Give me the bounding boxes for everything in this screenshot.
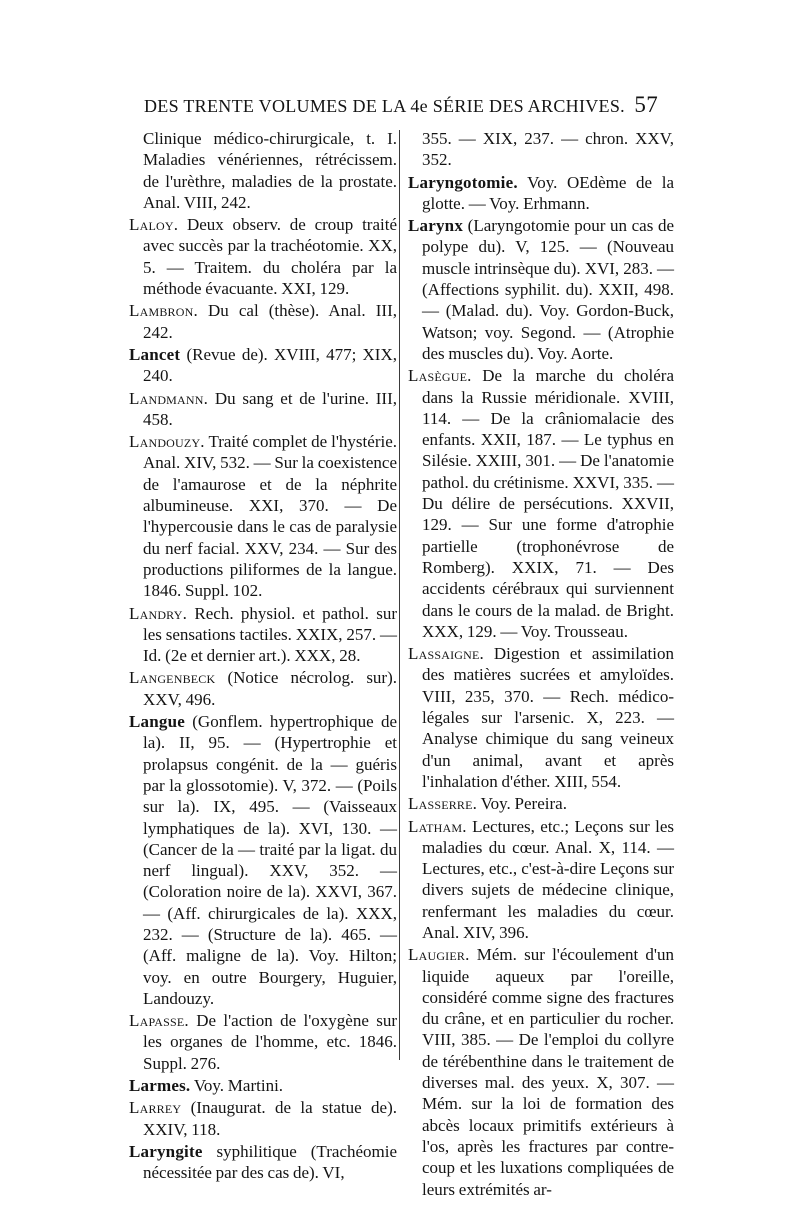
entry-text: Voy. Martini. [193, 1076, 284, 1096]
entry-headword: Larrey [129, 1098, 182, 1118]
index-entry [129, 1141, 397, 1184]
index-entry [129, 603, 397, 667]
entry-headword: Lasègue. [408, 366, 472, 386]
entry-headword: Langenbeck [129, 668, 216, 688]
entry-headword: Laryngotomie. [408, 172, 518, 192]
running-head-title: DES TRENTE VOLUMES DE LA 4e SÉRIE DES ARCHIVES. [144, 96, 625, 116]
index-entry [129, 128, 397, 213]
index-entry [408, 365, 674, 642]
index-entry [129, 214, 397, 299]
entry-text: Voy. OEdème de la glotte. — Voy. Erhmann. [422, 172, 674, 213]
index-entry [408, 816, 674, 944]
index-entry [408, 643, 674, 792]
entry-text: Du sang et de l'urine. III, 458. [143, 388, 398, 429]
entry-text: Du cal (thèse). Anal. III, 242. [143, 301, 397, 342]
entry-headword: Lancet [129, 344, 181, 364]
entry-text: Mém. sur l'écoulement d'un liquide aqueux par l'oreille, considéré comme signe des fractures du crâne, et en particulier du rocher. VIII, 385. — De l'emploi du collyre de térébenthine dans le traitement de diverses mal. des yeux. X, 307. — Mém. sur la loi de formation des abcès locaux primitifs extérieurs à l'os, après les fractures par contre-coup et les luxations compliquées de leurs extrémités ar- [422, 945, 674, 1199]
index-entry [129, 431, 397, 601]
entry-headword: Landry. [129, 603, 188, 623]
column-divider [399, 130, 400, 1060]
entry-headword: Laugier. [408, 945, 470, 965]
entry-headword: Lasserre. [408, 794, 478, 814]
index-entry [408, 128, 674, 171]
index-entry [129, 1010, 397, 1074]
entry-headword: Latham. [408, 816, 467, 836]
entry-text: (Gonflem. hypertrophique de la). II, 95. — (Hypertrophie et prolapsus congénit. de la — guéris par la glossotomie). V, 372. — (Poils sur la). IX, 495. — (Vaisseaux lymphatiques de la). XVI, 130. — (Cancer de la — traité par la ligat. du nerf lingual). XXV, 352. — (Coloration noire de la). XXVI, 367. — (Aff. chirurgicales de la). XXX, 232. — (Structure de la). 465. — (Aff. maligne de la). Voy. Hilton; voy. en outre Bourgery, Huguier, Landouzy. [143, 712, 397, 1008]
index-entry [408, 944, 674, 1200]
entry-text: 355. — XIX, 237. — chron. XXV, 352. [422, 129, 674, 170]
index-entry [408, 793, 674, 814]
entry-headword: Laloy. [129, 215, 179, 235]
index-entry [408, 215, 674, 364]
entry-text: De l'action de l'oxygène sur les organes de l'homme, etc. 1846. Suppl. 276. [143, 1011, 397, 1073]
entry-text: Lectures, etc.; Leçons sur les maladies du cœur. Anal. X, 114. — Lectures, etc., c'est-à-dire Leçons sur divers sujets de médecine clinique, renfermant les maladies du cœur. Anal. XIV, 396. [422, 816, 675, 942]
running-head [144, 92, 658, 124]
left-column [129, 128, 397, 1185]
entry-headword: Landouzy. [129, 432, 205, 452]
index-entry [129, 388, 397, 431]
entry-text: Deux observ. de croup traité avec succès par la trachéotomie. XX, 5. — Traitem. du choléra par la méthode évacuante. XXI, 129. [143, 215, 398, 299]
entry-text: De la marche du choléra dans la Russie méridionale. XVIII, 114. — De la crâniomalacie des enfants. XXII, 187. — Le typhus en Silésie. XXIII, 301. — De l'anatomie pathol. du crétinisme. XXVI, 335. — Du délire de persécutions. XXVII, 129. — Sur une forme d'atrophie partielle (trophonévrose de Romberg). XXIX, 71. — Des accidents cérébraux qui surviennent dans le cours de la malad. de Bright. XXX, 129. — Voy. Trousseau. [422, 366, 674, 641]
entry-text: Traité complet de l'hystérie. Anal. XIV, 532. — Sur la coexistence de l'amaurose et de la néphrite albumineuse. XXI, 370. — De l'hypercousie dans le cas de paralysie du nerf facial. XXV, 234. — Sur des productions piliformes de la langue. 1846. Suppl. 102. [143, 432, 397, 601]
entry-text: syphilitique (Trachéomie nécessitée par des cas de). VI, [143, 1141, 397, 1183]
index-entry [129, 667, 397, 710]
entry-headword: Lapasse. [129, 1011, 189, 1031]
index-entry [129, 1075, 397, 1096]
entry-text: (Inaugurat. de la statue de). XXIV, 118. [143, 1098, 397, 1139]
entry-text: (Laryngotomie pour un cas de polype du). V, 125. — (Nouveau muscle intrinsèque du). XVI, 283. — (Affections syphilit. du). XXII, 498. — (Malad. du). Voy. Gordon-Buck, Watson; voy. Segond. — (Atrophie des muscles du). Voy. Aorte. [422, 216, 675, 363]
right-column [408, 128, 674, 1201]
entry-text: Rech. physiol. et pathol. sur les sensations tactiles. XXIX, 257. — Id. (2e et dernier art.). XXX, 28. [143, 603, 398, 666]
entry-headword: Larmes. [129, 1076, 191, 1096]
entry-headword: Lassaigne. [408, 644, 484, 664]
entry-text: Digestion et assimilation des matières sucrées et amyloïdes. VIII, 235, 370. — Rech. médico-légales sur l'arsenic. X, 223. — Analyse chimique du sang veineux d'un animal, avant et après l'inhalation d'éther. XIII, 554. [422, 644, 674, 791]
index-entry [129, 300, 397, 343]
entry-text: Clinique médico-chirurgicale, t. I. Maladies vénériennes, rétrécissem. de l'urèthre, maladies de la prostate. Anal. VIII, 242. [143, 129, 397, 212]
index-entry [129, 344, 397, 387]
index-entry [408, 172, 674, 215]
index-entry [129, 711, 397, 1009]
entry-text: (Notice nécrolog. sur). XXV, 496. [143, 668, 398, 709]
entry-headword: Laryngite [129, 1141, 203, 1161]
entry-headword: Langue [129, 712, 185, 732]
entry-text: Voy. Pereira. [480, 794, 567, 814]
entry-headword: Lambron. [129, 301, 198, 321]
entry-headword: Landmann. [129, 388, 209, 408]
page-number: 57 [634, 92, 658, 117]
index-entry [129, 1097, 397, 1140]
entry-headword: Larynx [408, 216, 464, 236]
entry-text: (Revue de). XVIII, 477; XIX, 240. [143, 344, 397, 386]
